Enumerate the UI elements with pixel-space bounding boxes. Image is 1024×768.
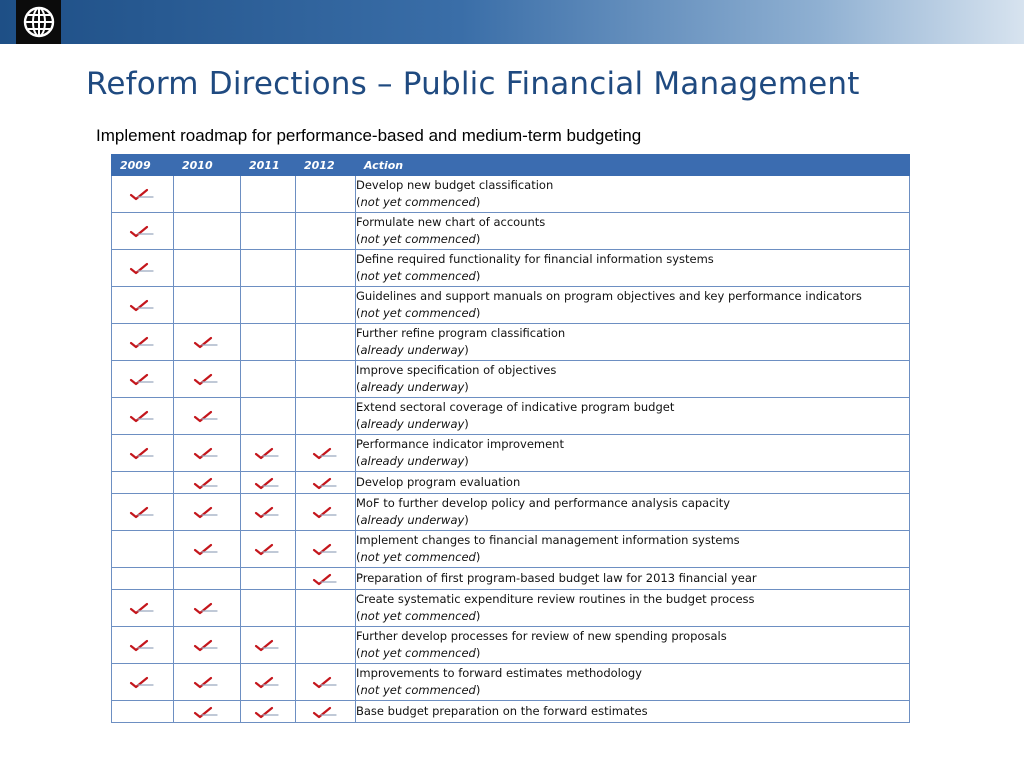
checkmark-icon: [129, 185, 157, 204]
check-cell-2009: [112, 398, 174, 435]
check-cell-2011: [241, 435, 296, 472]
status-text: not yet commenced: [360, 646, 476, 660]
check-cell-2010: [174, 361, 241, 398]
action-cell: [356, 627, 910, 664]
header-bar: [0, 0, 1024, 44]
check-cell-2009: [112, 213, 174, 250]
action-cell: [356, 213, 910, 250]
checkmark-icon: [193, 370, 221, 389]
action-status: (not yet commenced): [356, 683, 481, 697]
checkmark-icon: [254, 540, 282, 559]
checkmark-icon: [193, 673, 221, 692]
check-cell-2012: [296, 590, 356, 627]
check-cell-2012: [296, 176, 356, 213]
check-cell-2012: [296, 250, 356, 287]
table-header-row: [112, 155, 910, 176]
checkmark-icon: [129, 599, 157, 618]
table-row: [112, 398, 910, 435]
check-cell-2010: [174, 664, 241, 701]
checkmark-icon: [254, 503, 282, 522]
action-cell: [356, 494, 910, 531]
action-status: (not yet commenced): [356, 609, 481, 623]
check-cell-2009: [112, 590, 174, 627]
checkmark-icon: [129, 503, 157, 522]
check-cell-2011: [241, 494, 296, 531]
check-cell-2011: [241, 213, 296, 250]
action-cell: [356, 701, 910, 723]
action-text: Further refine program classification: [356, 326, 566, 340]
table-row: [112, 213, 910, 250]
action-text: MoF to further develop policy and performance analysis capacity: [356, 496, 731, 510]
action-cell: [356, 435, 910, 472]
check-cell-2011: [241, 472, 296, 494]
checkmark-icon: [254, 473, 282, 492]
check-cell-2012: [296, 494, 356, 531]
action-status: (not yet commenced): [356, 646, 481, 660]
checkmark-icon: [193, 473, 221, 492]
checkmark-icon: [312, 540, 340, 559]
status-text: not yet commenced: [360, 306, 476, 320]
action-text: Improvements to forward estimates methodology: [356, 666, 642, 680]
check-cell-2009: [112, 435, 174, 472]
checkmark-icon: [312, 673, 340, 692]
check-cell-2012: [296, 531, 356, 568]
check-cell-2011: [241, 324, 296, 361]
action-status: (already underway): [356, 417, 469, 431]
table-row: [112, 435, 910, 472]
table-row: [112, 701, 910, 723]
checkmark-icon: [129, 407, 157, 426]
status-text: not yet commenced: [360, 609, 476, 623]
check-cell-2012: [296, 398, 356, 435]
check-cell-2010: [174, 250, 241, 287]
action-cell: [356, 472, 910, 494]
action-status: (not yet commenced): [356, 306, 481, 320]
check-cell-2011: [241, 590, 296, 627]
action-cell: [356, 568, 910, 590]
check-cell-2010: [174, 531, 241, 568]
check-cell-2011: [241, 176, 296, 213]
column-header-2010: 2010: [174, 155, 241, 176]
check-cell-2011: [241, 250, 296, 287]
action-text: Preparation of first program-based budget law for 2013 financial year: [356, 571, 757, 585]
check-cell-2010: [174, 176, 241, 213]
action-text: Define required functionality for financial information systems: [356, 252, 714, 266]
check-cell-2012: [296, 287, 356, 324]
status-text: not yet commenced: [360, 683, 476, 697]
table-row: [112, 568, 910, 590]
checkmark-icon: [129, 444, 157, 463]
check-cell-2009: [112, 531, 174, 568]
table-body: [112, 176, 910, 723]
checkmark-icon: [129, 370, 157, 389]
column-header-2012: 2012: [296, 155, 356, 176]
check-cell-2010: [174, 324, 241, 361]
check-cell-2009: [112, 250, 174, 287]
status-text: not yet commenced: [360, 232, 476, 246]
checkmark-icon: [193, 407, 221, 426]
check-cell-2010: [174, 590, 241, 627]
column-header-2009: 2009: [112, 155, 174, 176]
check-cell-2012: [296, 324, 356, 361]
action-text: Develop program evaluation: [356, 475, 521, 489]
checkmark-icon: [129, 296, 157, 315]
action-status: (already underway): [356, 454, 469, 468]
action-cell: [356, 250, 910, 287]
checkmark-icon: [254, 702, 282, 721]
roadmap-table: [111, 154, 910, 723]
table-row: [112, 472, 910, 494]
check-cell-2011: [241, 287, 296, 324]
action-text: Create systematic expenditure review routines in the budget process: [356, 592, 755, 606]
check-cell-2009: [112, 324, 174, 361]
check-cell-2010: [174, 472, 241, 494]
action-text: Guidelines and support manuals on program objectives and key performance indicators: [356, 289, 862, 303]
action-status: (already underway): [356, 513, 469, 527]
status-text: already underway: [360, 380, 465, 394]
column-header-2011: 2011: [241, 155, 296, 176]
check-cell-2012: [296, 361, 356, 398]
check-cell-2011: [241, 568, 296, 590]
checkmark-icon: [129, 259, 157, 278]
check-cell-2012: [296, 213, 356, 250]
action-cell: [356, 287, 910, 324]
check-cell-2010: [174, 627, 241, 664]
table-row: [112, 250, 910, 287]
checkmark-icon: [312, 473, 340, 492]
checkmark-icon: [129, 673, 157, 692]
table-row: [112, 531, 910, 568]
action-cell: [356, 664, 910, 701]
status-text: not yet commenced: [360, 550, 476, 564]
checkmark-icon: [193, 444, 221, 463]
check-cell-2010: [174, 435, 241, 472]
status-text: not yet commenced: [360, 195, 476, 209]
check-cell-2010: [174, 213, 241, 250]
page-subtitle: Implement roadmap for performance-based and medium-term budgeting: [96, 126, 642, 145]
checkmark-icon: [312, 569, 340, 588]
check-cell-2012: [296, 435, 356, 472]
check-cell-2011: [241, 531, 296, 568]
checkmark-icon: [254, 444, 282, 463]
action-status: (already underway): [356, 380, 469, 394]
check-cell-2009: [112, 472, 174, 494]
checkmark-icon: [193, 540, 221, 559]
check-cell-2009: [112, 287, 174, 324]
table-row: [112, 287, 910, 324]
action-status: (not yet commenced): [356, 550, 481, 564]
action-text: Implement changes to financial management information systems: [356, 533, 740, 547]
check-cell-2010: [174, 568, 241, 590]
checkmark-icon: [193, 599, 221, 618]
check-cell-2012: [296, 627, 356, 664]
checkmark-icon: [193, 333, 221, 352]
action-text: Performance indicator improvement: [356, 437, 564, 451]
action-cell: [356, 176, 910, 213]
check-cell-2011: [241, 361, 296, 398]
checkmark-icon: [129, 333, 157, 352]
table-row: [112, 494, 910, 531]
action-text: Develop new budget classification: [356, 178, 554, 192]
check-cell-2009: [112, 568, 174, 590]
check-cell-2010: [174, 701, 241, 723]
status-text: already underway: [360, 417, 465, 431]
page-title: Reform Directions – Public Financial Management: [86, 66, 860, 102]
checkmark-icon: [312, 503, 340, 522]
action-cell: [356, 531, 910, 568]
check-cell-2010: [174, 287, 241, 324]
action-cell: [356, 590, 910, 627]
check-cell-2009: [112, 664, 174, 701]
action-status: (not yet commenced): [356, 269, 481, 283]
check-cell-2012: [296, 472, 356, 494]
checkmark-icon: [312, 702, 340, 721]
table-row: [112, 590, 910, 627]
action-text: Formulate new chart of accounts: [356, 215, 546, 229]
checkmark-icon: [254, 636, 282, 655]
action-text: Improve specification of objectives: [356, 363, 557, 377]
action-status: (already underway): [356, 343, 469, 357]
check-cell-2010: [174, 494, 241, 531]
checkmark-icon: [254, 673, 282, 692]
table-row: [112, 627, 910, 664]
check-cell-2011: [241, 701, 296, 723]
column-header-action: Action: [356, 155, 910, 176]
world-bank-globe-icon: [16, 0, 61, 44]
checkmark-icon: [129, 636, 157, 655]
table-row: [112, 324, 910, 361]
checkmark-icon: [129, 222, 157, 241]
checkmark-icon: [193, 503, 221, 522]
check-cell-2012: [296, 664, 356, 701]
table-row: [112, 664, 910, 701]
check-cell-2012: [296, 568, 356, 590]
check-cell-2012: [296, 701, 356, 723]
status-text: already underway: [360, 454, 465, 468]
action-text: Further develop processes for review of new spending proposals: [356, 629, 727, 643]
check-cell-2011: [241, 398, 296, 435]
status-text: already underway: [360, 343, 465, 357]
table-row: [112, 361, 910, 398]
action-cell: [356, 361, 910, 398]
action-cell: [356, 324, 910, 361]
check-cell-2009: [112, 361, 174, 398]
check-cell-2009: [112, 701, 174, 723]
action-text: Base budget preparation on the forward estimates: [356, 704, 648, 718]
table-row: [112, 176, 910, 213]
checkmark-icon: [193, 636, 221, 655]
action-status: (not yet commenced): [356, 195, 481, 209]
check-cell-2009: [112, 627, 174, 664]
check-cell-2009: [112, 494, 174, 531]
action-cell: [356, 398, 910, 435]
action-text: Extend sectoral coverage of indicative program budget: [356, 400, 675, 414]
status-text: already underway: [360, 513, 465, 527]
check-cell-2011: [241, 627, 296, 664]
checkmark-icon: [312, 444, 340, 463]
checkmark-icon: [193, 702, 221, 721]
check-cell-2010: [174, 398, 241, 435]
status-text: not yet commenced: [360, 269, 476, 283]
check-cell-2011: [241, 664, 296, 701]
action-status: (not yet commenced): [356, 232, 481, 246]
check-cell-2009: [112, 176, 174, 213]
